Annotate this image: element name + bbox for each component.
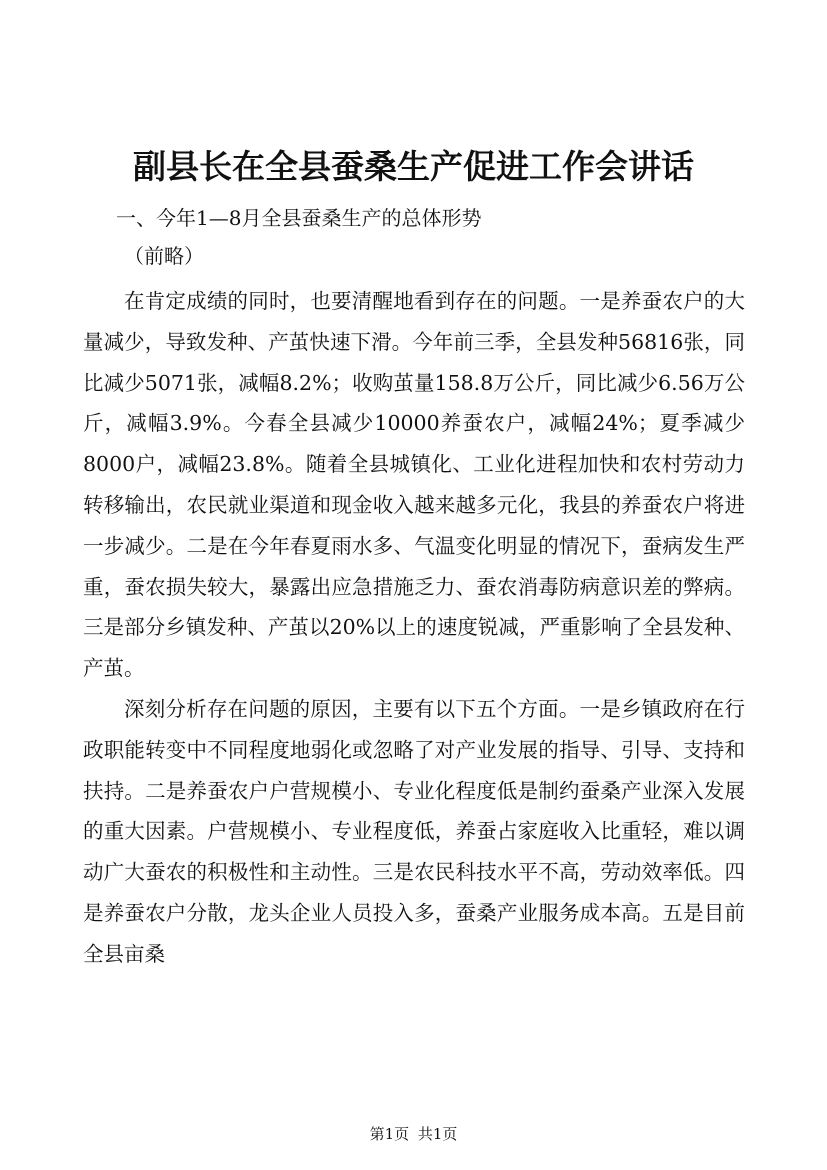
page-total: 共1页 <box>417 1125 458 1143</box>
body-text <box>83 281 745 975</box>
omitted-note: （前略） <box>124 244 204 268</box>
paragraph-causes: 深刻分析存在问题的原因，主要有以下五个方面。一是乡镇政府在行政职能转变中不同程度地弱化或忽略了对产业发展的指导、引导、支持和扶持。二是养蚕农户户营规模小、专业化程度低是制约蚕桑产业深入发展的重大因素。户营规模小、专业程度低，养蚕占家庭收入比重轻，难以调动广大蚕农的积极性和主动性。三是农民科技水平不高，劳动效率低。四是养蚕农户分散，龙头企业人员投入多，蚕桑产业服务成本高。五是目前全县亩桑 <box>83 696 745 966</box>
page-footer <box>0 1124 827 1144</box>
page-number: 第1页 <box>369 1125 410 1143</box>
paragraph-problems: 在肯定成绩的同时，也要清醒地看到存在的问题。一是养蚕农户的大量减少，导致发种、产茧快速下滑。今年前三季，全县发种56816张，同比减少5071张，减幅8.2%；收购茧量158.8万公斤，同比减少6.56万公斤，减幅3.9%。今春全县减少10000养蚕农户，减幅24%；夏季减少8000户，减幅23.8%。随着全县城镇化、工业化进程加快和农村劳动力转移输出，农民就业渠道和现金收入越来越多元化，我县的养蚕农户将进一步减少。二是在今年春夏雨水多、气温变化明显的情况下，蚕病发生严重，蚕农损失较大，暴露出应急措施乏力、蚕农消毒防病意识差的弊病。三是部分乡镇发种、产茧以20%以上的速度锐减，严重影响了全县发种、产茧。 <box>83 289 745 681</box>
section-heading: 一、今年1—8月全县蚕桑生产的总体形势 <box>116 206 482 230</box>
document-title: 副县长在全县蚕桑生产促进工作会讲话 <box>133 147 694 186</box>
